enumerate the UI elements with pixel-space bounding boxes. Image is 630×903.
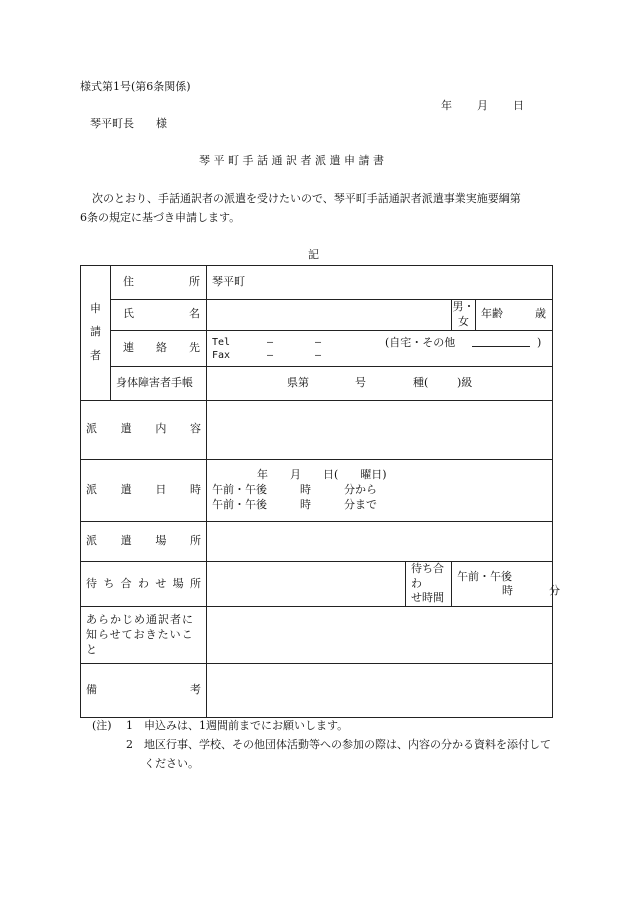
datetime-from-line: 午前・午後 時 分から: [212, 482, 377, 496]
name-label: 氏 名: [111, 300, 207, 331]
address-label: 住 所: [111, 266, 207, 300]
dispatch-datetime-label: 派 遣 日 時: [81, 459, 207, 521]
ki-label: 記: [308, 248, 319, 261]
remarks-field[interactable]: [207, 664, 553, 718]
meeting-time-field[interactable]: 午前・午後 時 分: [452, 561, 553, 607]
sex-select[interactable]: 男・女: [452, 300, 476, 331]
dispatch-place-label: 派 遣 場 所: [81, 521, 207, 561]
tel-label: Tel: [212, 337, 231, 349]
meeting-time-label: 待ち合わ せ時間: [406, 561, 452, 607]
applicant-char-3: 者: [90, 349, 101, 363]
name-field[interactable]: [207, 300, 452, 331]
address-field[interactable]: 琴平町: [207, 266, 553, 300]
contact-label: 連 絡 先: [111, 330, 207, 366]
notes-label: (注): [92, 719, 112, 732]
contact-field[interactable]: Tel ― ― Fax ― ― (自宅・その他 ): [207, 330, 553, 366]
dispatch-place-field[interactable]: [207, 521, 553, 561]
dispatch-content-label: 派 遣 内 容: [81, 400, 207, 459]
date-month-label: 月: [477, 99, 488, 112]
note-1: 申込みは、1週間前までにお願いします。: [144, 719, 349, 732]
application-table: [80, 265, 560, 718]
contact-other-blank[interactable]: [472, 336, 530, 347]
dispatch-content-field[interactable]: [207, 400, 553, 459]
document-title: 琴 平 町 手 話 通 訳 者 派 遣 申 請 書: [199, 154, 384, 167]
notice-label: あらかじめ通訳者に 知らせておきたいこ と: [81, 607, 207, 664]
applicant-group-cell: [81, 266, 111, 401]
contact-kind: (自宅・その他: [385, 336, 456, 350]
remarks-label: 備 考: [81, 664, 207, 718]
meeting-place-label: 待 ち 合 わ せ 場 所: [81, 561, 207, 607]
datetime-to-line: 午前・午後 時 分まで: [212, 497, 377, 511]
notice-field[interactable]: [207, 607, 553, 664]
dispatch-datetime-field[interactable]: [207, 459, 553, 521]
intro-line-1: 次のとおり、手話通訳者の派遣を受けたいので、琴平町手話通訳者派遣事業実施要綱第: [92, 192, 521, 205]
note-2: 地区行事、学校、その他団体活動等への参加の際は、内容の分かる資料を添付してください。: [144, 738, 551, 770]
date-year-label: 年: [441, 99, 452, 112]
age-field[interactable]: 年齢 歳: [476, 300, 553, 331]
form-number: 様式第1号(第6条関係): [80, 80, 191, 93]
applicant-char-1: 申: [90, 301, 101, 315]
meeting-place-field[interactable]: [207, 561, 406, 607]
fax-label: Fax: [212, 350, 231, 362]
addressee: 琴平町長 様: [90, 117, 167, 130]
applicant-char-2: 請: [90, 325, 101, 339]
intro-line-2: 6条の規定に基づき申請します。: [80, 211, 241, 224]
date-day-label: 日: [513, 99, 524, 112]
handbook-field[interactable]: 県第 号 種( )級: [207, 366, 553, 400]
datetime-date-line: 年 月 日( 曜日): [257, 467, 387, 481]
handbook-label: 身体障害者手帳: [111, 366, 207, 400]
notes: (注) 1 申込みは、1週間前までにお願いします。 2 地区行事、学校、その他団体活動等への参加の際は、内容の分かる資料を添付してください。: [92, 716, 552, 773]
